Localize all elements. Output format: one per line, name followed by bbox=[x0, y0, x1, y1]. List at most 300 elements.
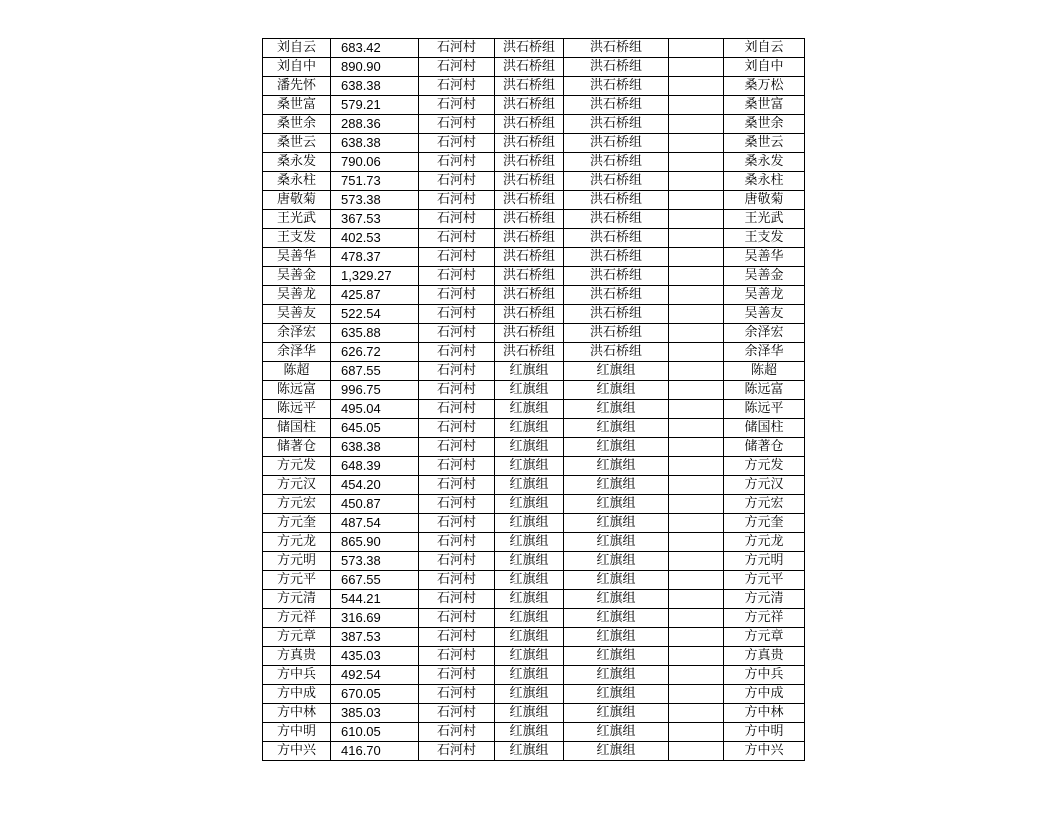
payee-cell: 吴善华 bbox=[724, 248, 805, 267]
group-cell: 洪石桥组 bbox=[495, 343, 564, 362]
amount-cell: 573.38 bbox=[331, 191, 419, 210]
name-cell: 吴善龙 bbox=[263, 286, 331, 305]
name-cell: 陈远平 bbox=[263, 400, 331, 419]
village-cell: 石河村 bbox=[419, 305, 495, 324]
payee-cell: 方元奎 bbox=[724, 514, 805, 533]
village-cell: 石河村 bbox=[419, 400, 495, 419]
village-cell: 石河村 bbox=[419, 172, 495, 191]
amount-cell: 683.42 bbox=[331, 39, 419, 58]
group-cell: 红旗组 bbox=[495, 362, 564, 381]
table-row bbox=[263, 39, 805, 58]
amount-cell: 890.90 bbox=[331, 58, 419, 77]
blank-cell bbox=[669, 134, 724, 153]
amount-cell: 670.05 bbox=[331, 685, 419, 704]
blank-cell bbox=[669, 685, 724, 704]
village-cell: 石河村 bbox=[419, 77, 495, 96]
amount-cell: 1,329.27 bbox=[331, 267, 419, 286]
amount-cell: 638.38 bbox=[331, 77, 419, 96]
name-cell: 方元章 bbox=[263, 628, 331, 647]
payee-cell: 方元祥 bbox=[724, 609, 805, 628]
group-cell-2: 红旗组 bbox=[564, 419, 669, 438]
payee-cell: 方元明 bbox=[724, 552, 805, 571]
group-cell-2: 洪石桥组 bbox=[564, 229, 669, 248]
table-row bbox=[263, 343, 805, 362]
blank-cell bbox=[669, 324, 724, 343]
village-cell: 石河村 bbox=[419, 552, 495, 571]
payee-cell: 陈远平 bbox=[724, 400, 805, 419]
group-cell: 红旗组 bbox=[495, 419, 564, 438]
payee-cell: 余泽华 bbox=[724, 343, 805, 362]
village-cell: 石河村 bbox=[419, 476, 495, 495]
table-body bbox=[263, 39, 805, 761]
name-cell: 方元龙 bbox=[263, 533, 331, 552]
group-cell: 洪石桥组 bbox=[495, 210, 564, 229]
group-cell-2: 红旗组 bbox=[564, 723, 669, 742]
table-row bbox=[263, 476, 805, 495]
blank-cell bbox=[669, 286, 724, 305]
group-cell-2: 红旗组 bbox=[564, 609, 669, 628]
blank-cell bbox=[669, 229, 724, 248]
group-cell-2: 洪石桥组 bbox=[564, 115, 669, 134]
village-cell: 石河村 bbox=[419, 381, 495, 400]
payee-cell: 储著仓 bbox=[724, 438, 805, 457]
amount-cell: 667.55 bbox=[331, 571, 419, 590]
village-cell: 石河村 bbox=[419, 533, 495, 552]
village-cell: 石河村 bbox=[419, 609, 495, 628]
blank-cell bbox=[669, 172, 724, 191]
blank-cell bbox=[669, 210, 724, 229]
village-cell: 石河村 bbox=[419, 666, 495, 685]
amount-cell: 638.38 bbox=[331, 438, 419, 457]
blank-cell bbox=[669, 77, 724, 96]
village-cell: 石河村 bbox=[419, 628, 495, 647]
village-cell: 石河村 bbox=[419, 704, 495, 723]
table-row bbox=[263, 685, 805, 704]
amount-cell: 435.03 bbox=[331, 647, 419, 666]
name-cell: 桑永发 bbox=[263, 153, 331, 172]
group-cell-2: 红旗组 bbox=[564, 647, 669, 666]
village-cell: 石河村 bbox=[419, 438, 495, 457]
table-row bbox=[263, 172, 805, 191]
amount-cell: 387.53 bbox=[331, 628, 419, 647]
amount-cell: 454.20 bbox=[331, 476, 419, 495]
payee-cell: 方元发 bbox=[724, 457, 805, 476]
name-cell: 方元宏 bbox=[263, 495, 331, 514]
group-cell-2: 洪石桥组 bbox=[564, 191, 669, 210]
group-cell-2: 红旗组 bbox=[564, 400, 669, 419]
group-cell-2: 红旗组 bbox=[564, 571, 669, 590]
group-cell-2: 洪石桥组 bbox=[564, 134, 669, 153]
group-cell: 洪石桥组 bbox=[495, 191, 564, 210]
blank-cell bbox=[669, 723, 724, 742]
group-cell-2: 洪石桥组 bbox=[564, 305, 669, 324]
group-cell: 洪石桥组 bbox=[495, 39, 564, 58]
village-cell: 石河村 bbox=[419, 514, 495, 533]
group-cell: 红旗组 bbox=[495, 514, 564, 533]
blank-cell bbox=[669, 39, 724, 58]
name-cell: 桑世富 bbox=[263, 96, 331, 115]
blank-cell bbox=[669, 609, 724, 628]
blank-cell bbox=[669, 552, 724, 571]
table-row bbox=[263, 153, 805, 172]
payee-cell: 余泽宏 bbox=[724, 324, 805, 343]
table-row bbox=[263, 115, 805, 134]
amount-cell: 790.06 bbox=[331, 153, 419, 172]
village-cell: 石河村 bbox=[419, 134, 495, 153]
amount-cell: 579.21 bbox=[331, 96, 419, 115]
village-cell: 石河村 bbox=[419, 343, 495, 362]
payee-cell: 吴善友 bbox=[724, 305, 805, 324]
amount-cell: 425.87 bbox=[331, 286, 419, 305]
village-cell: 石河村 bbox=[419, 685, 495, 704]
amount-cell: 495.04 bbox=[331, 400, 419, 419]
village-cell: 石河村 bbox=[419, 191, 495, 210]
group-cell-2: 洪石桥组 bbox=[564, 343, 669, 362]
village-cell: 石河村 bbox=[419, 419, 495, 438]
group-cell: 红旗组 bbox=[495, 533, 564, 552]
group-cell-2: 红旗组 bbox=[564, 533, 669, 552]
group-cell: 红旗组 bbox=[495, 571, 564, 590]
group-cell: 红旗组 bbox=[495, 476, 564, 495]
group-cell: 洪石桥组 bbox=[495, 324, 564, 343]
name-cell: 陈远富 bbox=[263, 381, 331, 400]
table-row bbox=[263, 704, 805, 723]
table-row bbox=[263, 666, 805, 685]
payee-cell: 储国柱 bbox=[724, 419, 805, 438]
amount-cell: 687.55 bbox=[331, 362, 419, 381]
table-row bbox=[263, 191, 805, 210]
group-cell-2: 红旗组 bbox=[564, 742, 669, 761]
payee-cell: 王光武 bbox=[724, 210, 805, 229]
blank-cell bbox=[669, 514, 724, 533]
table-row bbox=[263, 229, 805, 248]
table-row bbox=[263, 457, 805, 476]
amount-cell: 487.54 bbox=[331, 514, 419, 533]
village-cell: 石河村 bbox=[419, 457, 495, 476]
group-cell: 红旗组 bbox=[495, 666, 564, 685]
amount-cell: 635.88 bbox=[331, 324, 419, 343]
amount-cell: 544.21 bbox=[331, 590, 419, 609]
village-cell: 石河村 bbox=[419, 39, 495, 58]
name-cell: 方元明 bbox=[263, 552, 331, 571]
table-row bbox=[263, 438, 805, 457]
amount-cell: 416.70 bbox=[331, 742, 419, 761]
table-row bbox=[263, 381, 805, 400]
name-cell: 桑永柱 bbox=[263, 172, 331, 191]
blank-cell bbox=[669, 628, 724, 647]
village-cell: 石河村 bbox=[419, 495, 495, 514]
name-cell: 唐敬菊 bbox=[263, 191, 331, 210]
payee-cell: 吴善龙 bbox=[724, 286, 805, 305]
group-cell-2: 洪石桥组 bbox=[564, 286, 669, 305]
payee-cell: 王支发 bbox=[724, 229, 805, 248]
table-row bbox=[263, 628, 805, 647]
village-cell: 石河村 bbox=[419, 210, 495, 229]
village-cell: 石河村 bbox=[419, 58, 495, 77]
village-cell: 石河村 bbox=[419, 229, 495, 248]
name-cell: 方真贵 bbox=[263, 647, 331, 666]
name-cell: 王支发 bbox=[263, 229, 331, 248]
amount-cell: 865.90 bbox=[331, 533, 419, 552]
group-cell-2: 红旗组 bbox=[564, 495, 669, 514]
name-cell: 吴善金 bbox=[263, 267, 331, 286]
group-cell-2: 红旗组 bbox=[564, 590, 669, 609]
name-cell: 桑世余 bbox=[263, 115, 331, 134]
payee-cell: 桑世云 bbox=[724, 134, 805, 153]
village-cell: 石河村 bbox=[419, 267, 495, 286]
blank-cell bbox=[669, 305, 724, 324]
table-row bbox=[263, 571, 805, 590]
payee-cell: 方中明 bbox=[724, 723, 805, 742]
name-cell: 方中林 bbox=[263, 704, 331, 723]
payee-cell: 方元宏 bbox=[724, 495, 805, 514]
amount-cell: 648.39 bbox=[331, 457, 419, 476]
name-cell: 吴善华 bbox=[263, 248, 331, 267]
name-cell: 方中兴 bbox=[263, 742, 331, 761]
payee-cell: 桑永发 bbox=[724, 153, 805, 172]
village-cell: 石河村 bbox=[419, 590, 495, 609]
group-cell: 洪石桥组 bbox=[495, 115, 564, 134]
table-row bbox=[263, 362, 805, 381]
group-cell: 洪石桥组 bbox=[495, 153, 564, 172]
blank-cell bbox=[669, 590, 724, 609]
group-cell: 红旗组 bbox=[495, 381, 564, 400]
name-cell: 方中兵 bbox=[263, 666, 331, 685]
table-row bbox=[263, 324, 805, 343]
group-cell: 红旗组 bbox=[495, 704, 564, 723]
amount-cell: 996.75 bbox=[331, 381, 419, 400]
blank-cell bbox=[669, 476, 724, 495]
group-cell: 红旗组 bbox=[495, 495, 564, 514]
payee-cell: 吴善金 bbox=[724, 267, 805, 286]
blank-cell bbox=[669, 58, 724, 77]
table-row bbox=[263, 419, 805, 438]
group-cell-2: 红旗组 bbox=[564, 476, 669, 495]
blank-cell bbox=[669, 191, 724, 210]
group-cell-2: 红旗组 bbox=[564, 362, 669, 381]
payee-cell: 陈超 bbox=[724, 362, 805, 381]
payee-cell: 桑世富 bbox=[724, 96, 805, 115]
group-cell: 洪石桥组 bbox=[495, 305, 564, 324]
group-cell: 红旗组 bbox=[495, 552, 564, 571]
blank-cell bbox=[669, 533, 724, 552]
name-cell: 方中明 bbox=[263, 723, 331, 742]
group-cell: 洪石桥组 bbox=[495, 58, 564, 77]
group-cell-2: 洪石桥组 bbox=[564, 58, 669, 77]
amount-cell: 751.73 bbox=[331, 172, 419, 191]
amount-cell: 522.54 bbox=[331, 305, 419, 324]
name-cell: 方元发 bbox=[263, 457, 331, 476]
table-row bbox=[263, 514, 805, 533]
name-cell: 刘自中 bbox=[263, 58, 331, 77]
group-cell-2: 红旗组 bbox=[564, 514, 669, 533]
payee-cell: 唐敬菊 bbox=[724, 191, 805, 210]
group-cell-2: 红旗组 bbox=[564, 704, 669, 723]
village-cell: 石河村 bbox=[419, 324, 495, 343]
blank-cell bbox=[669, 400, 724, 419]
payee-cell: 方中兴 bbox=[724, 742, 805, 761]
amount-cell: 402.53 bbox=[331, 229, 419, 248]
amount-cell: 638.38 bbox=[331, 134, 419, 153]
payee-cell: 桑万松 bbox=[724, 77, 805, 96]
name-cell: 储国柱 bbox=[263, 419, 331, 438]
name-cell: 方元平 bbox=[263, 571, 331, 590]
group-cell: 洪石桥组 bbox=[495, 267, 564, 286]
amount-cell: 492.54 bbox=[331, 666, 419, 685]
table-row bbox=[263, 495, 805, 514]
payee-cell: 方中林 bbox=[724, 704, 805, 723]
group-cell: 红旗组 bbox=[495, 609, 564, 628]
group-cell: 洪石桥组 bbox=[495, 134, 564, 153]
group-cell: 洪石桥组 bbox=[495, 286, 564, 305]
group-cell-2: 洪石桥组 bbox=[564, 39, 669, 58]
amount-cell: 610.05 bbox=[331, 723, 419, 742]
group-cell: 红旗组 bbox=[495, 685, 564, 704]
payee-cell: 方元汉 bbox=[724, 476, 805, 495]
payee-cell: 方中兵 bbox=[724, 666, 805, 685]
name-cell: 储著仓 bbox=[263, 438, 331, 457]
group-cell: 洪石桥组 bbox=[495, 229, 564, 248]
amount-cell: 626.72 bbox=[331, 343, 419, 362]
amount-cell: 573.38 bbox=[331, 552, 419, 571]
village-cell: 石河村 bbox=[419, 115, 495, 134]
table-row bbox=[263, 723, 805, 742]
amount-cell: 385.03 bbox=[331, 704, 419, 723]
group-cell-2: 红旗组 bbox=[564, 457, 669, 476]
group-cell-2: 红旗组 bbox=[564, 685, 669, 704]
table-row bbox=[263, 77, 805, 96]
amount-cell: 645.05 bbox=[331, 419, 419, 438]
group-cell: 红旗组 bbox=[495, 628, 564, 647]
blank-cell bbox=[669, 267, 724, 286]
group-cell-2: 洪石桥组 bbox=[564, 77, 669, 96]
village-cell: 石河村 bbox=[419, 153, 495, 172]
table-row bbox=[263, 134, 805, 153]
group-cell-2: 洪石桥组 bbox=[564, 267, 669, 286]
blank-cell bbox=[669, 419, 724, 438]
name-cell: 余泽华 bbox=[263, 343, 331, 362]
payee-cell: 陈远富 bbox=[724, 381, 805, 400]
amount-cell: 450.87 bbox=[331, 495, 419, 514]
blank-cell bbox=[669, 666, 724, 685]
payee-cell: 方真贵 bbox=[724, 647, 805, 666]
payee-cell: 刘自中 bbox=[724, 58, 805, 77]
group-cell: 红旗组 bbox=[495, 438, 564, 457]
name-cell: 方元清 bbox=[263, 590, 331, 609]
name-cell: 方元汉 bbox=[263, 476, 331, 495]
blank-cell bbox=[669, 96, 724, 115]
group-cell-2: 洪石桥组 bbox=[564, 210, 669, 229]
table-row bbox=[263, 305, 805, 324]
group-cell-2: 红旗组 bbox=[564, 438, 669, 457]
village-cell: 石河村 bbox=[419, 647, 495, 666]
blank-cell bbox=[669, 381, 724, 400]
group-cell: 红旗组 bbox=[495, 647, 564, 666]
name-cell: 吴善友 bbox=[263, 305, 331, 324]
amount-cell: 367.53 bbox=[331, 210, 419, 229]
group-cell-2: 洪石桥组 bbox=[564, 248, 669, 267]
group-cell: 红旗组 bbox=[495, 742, 564, 761]
village-cell: 石河村 bbox=[419, 362, 495, 381]
name-cell: 方中成 bbox=[263, 685, 331, 704]
table-row bbox=[263, 248, 805, 267]
table-row bbox=[263, 210, 805, 229]
amount-cell: 288.36 bbox=[331, 115, 419, 134]
name-cell: 方元奎 bbox=[263, 514, 331, 533]
blank-cell bbox=[669, 362, 724, 381]
village-cell: 石河村 bbox=[419, 96, 495, 115]
amount-cell: 478.37 bbox=[331, 248, 419, 267]
name-cell: 余泽宏 bbox=[263, 324, 331, 343]
blank-cell bbox=[669, 457, 724, 476]
table-row bbox=[263, 267, 805, 286]
data-table bbox=[262, 38, 805, 761]
village-cell: 石河村 bbox=[419, 248, 495, 267]
payee-cell: 方中成 bbox=[724, 685, 805, 704]
group-cell: 红旗组 bbox=[495, 400, 564, 419]
table-row bbox=[263, 286, 805, 305]
table-row bbox=[263, 647, 805, 666]
name-cell: 王光武 bbox=[263, 210, 331, 229]
blank-cell bbox=[669, 742, 724, 761]
name-cell: 陈超 bbox=[263, 362, 331, 381]
table-row bbox=[263, 58, 805, 77]
group-cell: 红旗组 bbox=[495, 723, 564, 742]
name-cell: 刘自云 bbox=[263, 39, 331, 58]
payee-cell: 桑世余 bbox=[724, 115, 805, 134]
payee-cell: 桑永柱 bbox=[724, 172, 805, 191]
blank-cell bbox=[669, 115, 724, 134]
blank-cell bbox=[669, 647, 724, 666]
table-row bbox=[263, 609, 805, 628]
table-row bbox=[263, 400, 805, 419]
name-cell: 桑世云 bbox=[263, 134, 331, 153]
table-row bbox=[263, 96, 805, 115]
group-cell: 洪石桥组 bbox=[495, 77, 564, 96]
blank-cell bbox=[669, 495, 724, 514]
blank-cell bbox=[669, 248, 724, 267]
blank-cell bbox=[669, 343, 724, 362]
village-cell: 石河村 bbox=[419, 723, 495, 742]
group-cell: 红旗组 bbox=[495, 590, 564, 609]
table-row bbox=[263, 590, 805, 609]
blank-cell bbox=[669, 704, 724, 723]
village-cell: 石河村 bbox=[419, 742, 495, 761]
table-row bbox=[263, 742, 805, 761]
name-cell: 方元祥 bbox=[263, 609, 331, 628]
blank-cell bbox=[669, 438, 724, 457]
village-cell: 石河村 bbox=[419, 286, 495, 305]
group-cell-2: 洪石桥组 bbox=[564, 96, 669, 115]
group-cell-2: 红旗组 bbox=[564, 628, 669, 647]
name-cell: 潘先怀 bbox=[263, 77, 331, 96]
payee-cell: 刘自云 bbox=[724, 39, 805, 58]
blank-cell bbox=[669, 571, 724, 590]
payee-cell: 方元平 bbox=[724, 571, 805, 590]
amount-cell: 316.69 bbox=[331, 609, 419, 628]
group-cell-2: 红旗组 bbox=[564, 552, 669, 571]
group-cell-2: 洪石桥组 bbox=[564, 324, 669, 343]
group-cell: 洪石桥组 bbox=[495, 96, 564, 115]
blank-cell bbox=[669, 153, 724, 172]
table-row bbox=[263, 552, 805, 571]
payee-cell: 方元清 bbox=[724, 590, 805, 609]
group-cell-2: 洪石桥组 bbox=[564, 153, 669, 172]
group-cell: 洪石桥组 bbox=[495, 248, 564, 267]
group-cell: 洪石桥组 bbox=[495, 172, 564, 191]
group-cell-2: 红旗组 bbox=[564, 381, 669, 400]
village-cell: 石河村 bbox=[419, 571, 495, 590]
